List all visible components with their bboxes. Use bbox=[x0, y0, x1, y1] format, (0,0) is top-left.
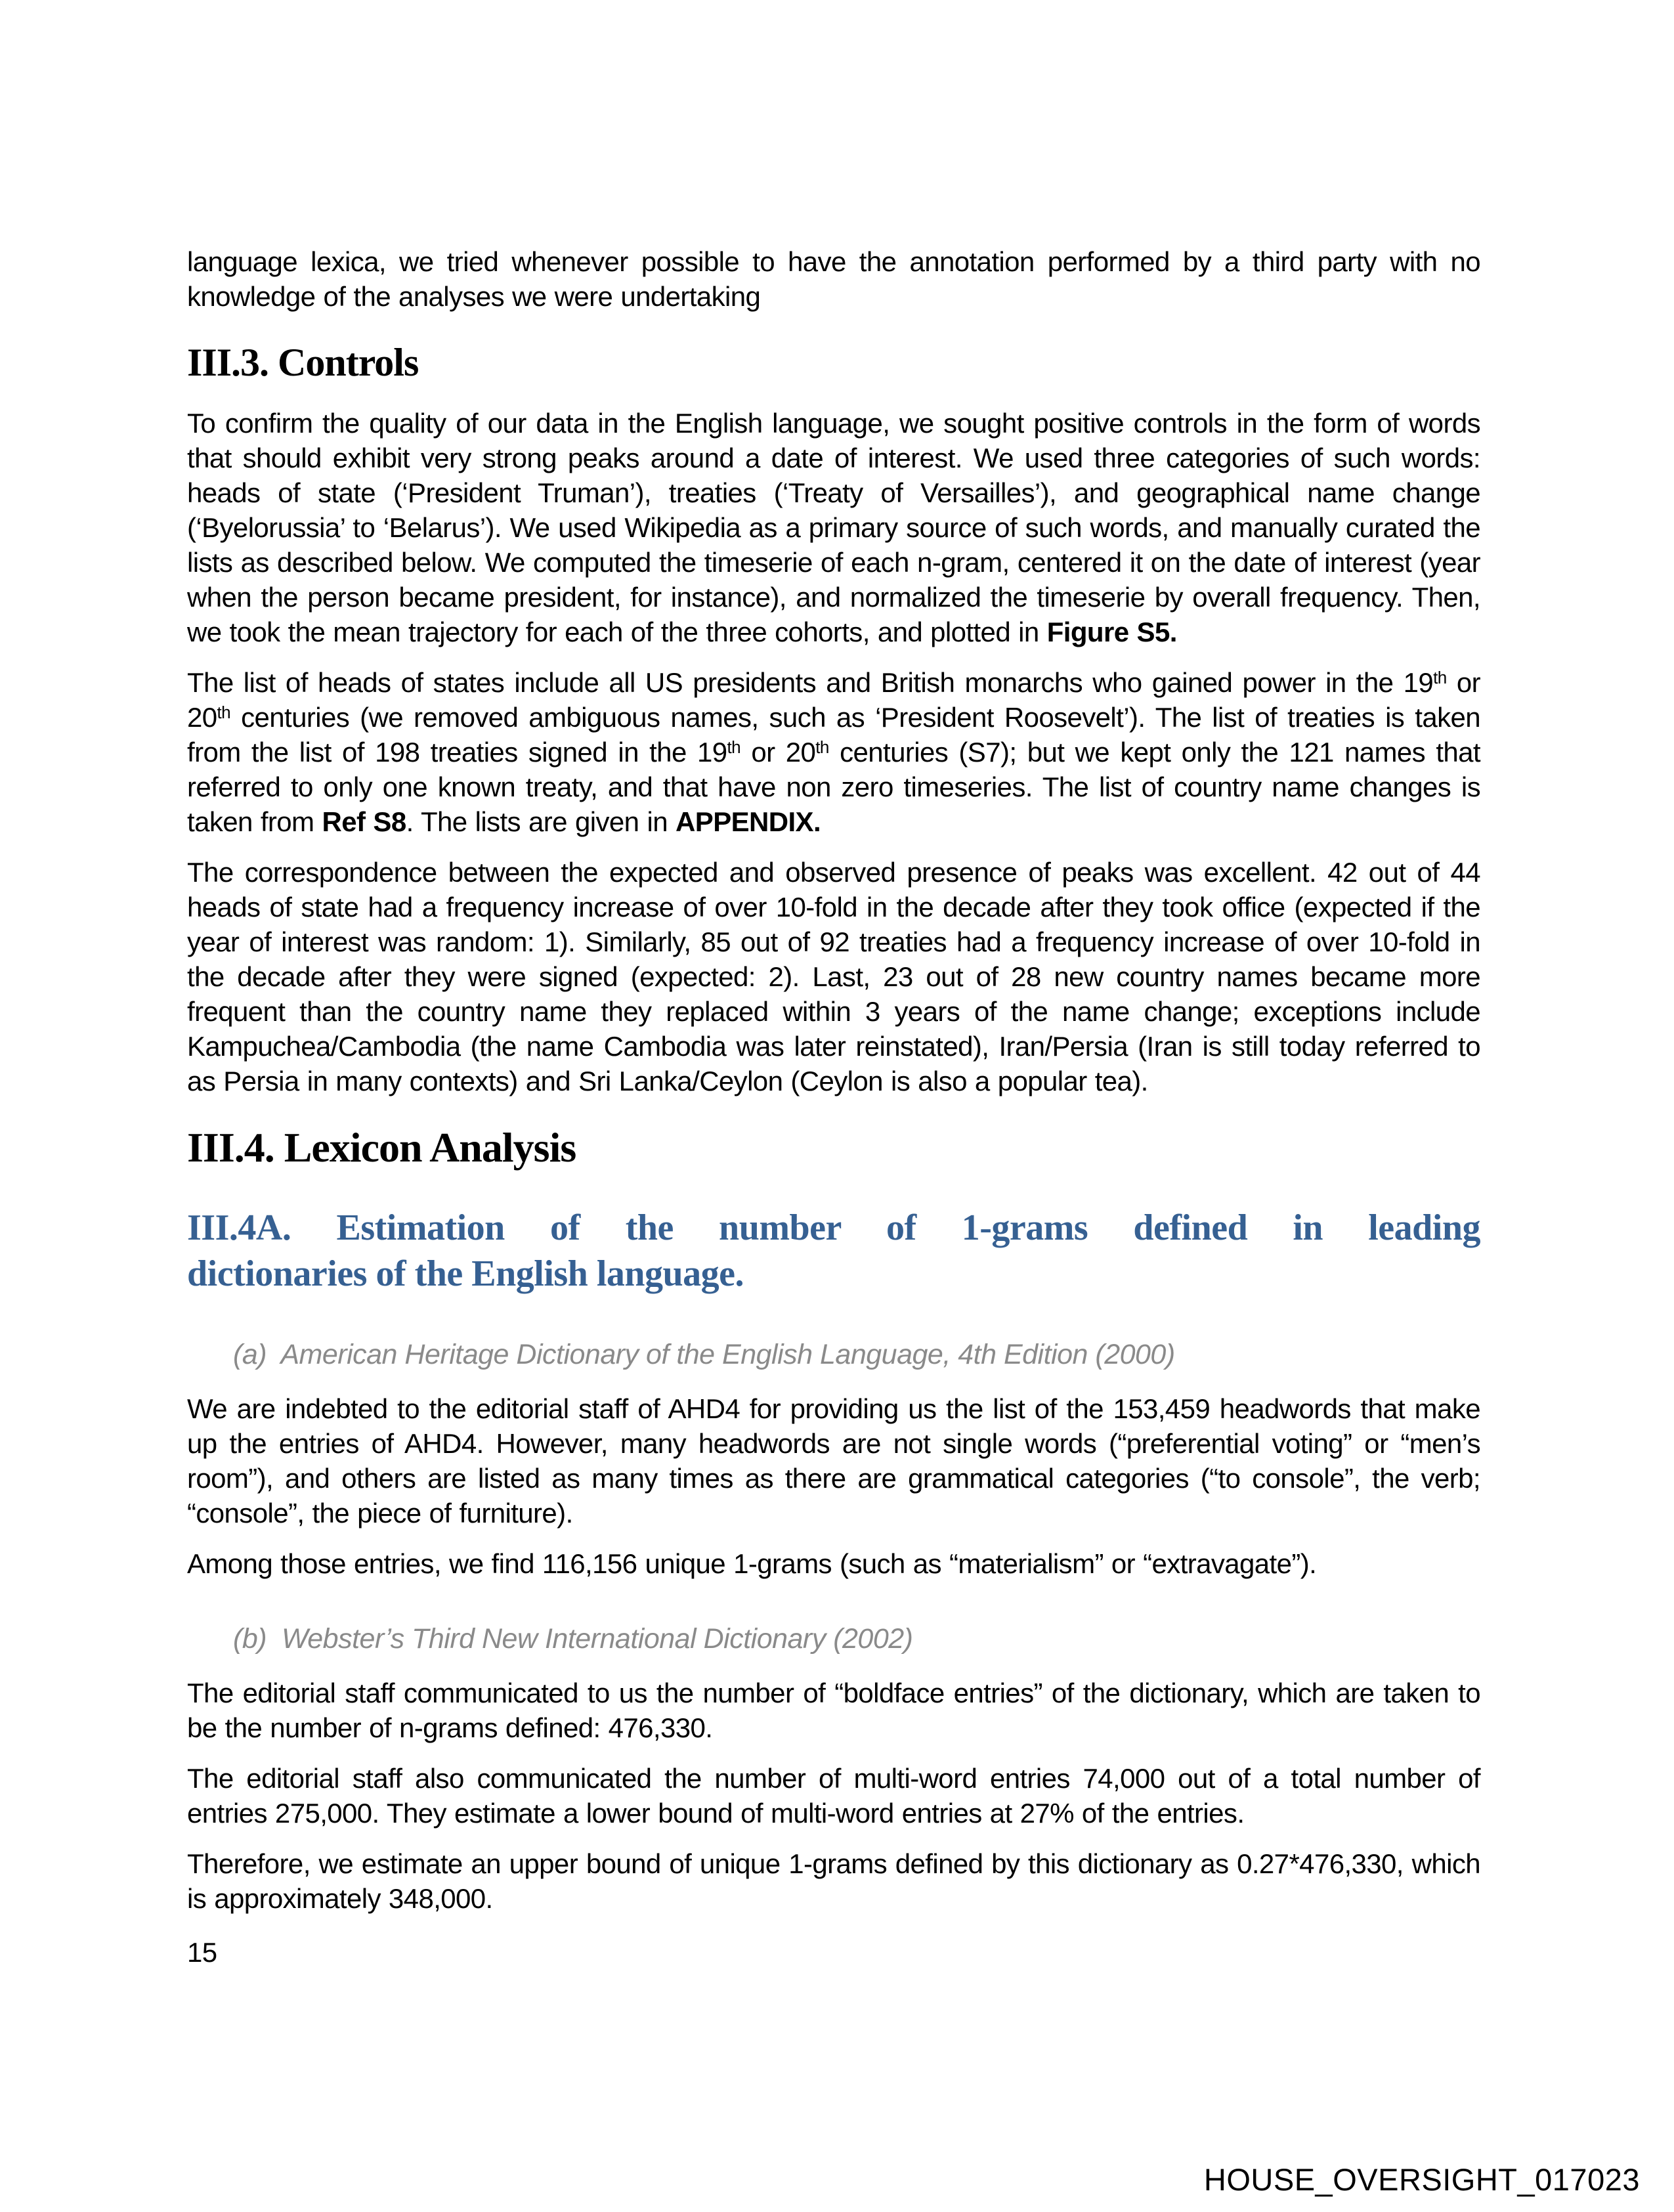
bates-stamp: HOUSE_OVERSIGHT_017023 bbox=[1203, 2162, 1640, 2197]
subhead-webster: (b) Webster’s Third New International Dictionary (2002) bbox=[233, 1623, 913, 1655]
webster-paragraph-2: The editorial staff also communicated the number of multi-word entries 74,000 out of a total number of entries 275,000. They estimate a lower bound of multi-word entries at 27% of the entries. bbox=[187, 1763, 1480, 1829]
subsection-heading-line-2: dictionaries of the English language. bbox=[187, 1253, 744, 1294]
webster-paragraph-1: The editorial staff communicated to us the number of “boldface entries” of the dictionary, which are taken to be the number of n-grams defined: 476,330. bbox=[187, 1678, 1480, 1743]
webster-paragraph-3: Therefore, we estimate an upper bound of unique 1-grams defined by this dictionary as 0.27*476,330, which is approximately 348,000. bbox=[187, 1848, 1480, 1914]
intro-paragraph: language lexica, we tried whenever possible to have the annotation performed by a third party with no knowledge of the analyses we were undertaking bbox=[187, 246, 1480, 312]
controls-paragraph-1: To confirm the quality of our data in the English language, we sought positive controls in the form of words that should exhibit very strong peaks around a date of interest. We used three categories of such words: heads of state (‘President Truman’), treaties (‘Treaty of Versailles’), and geographical name change (‘Byelorussia’ to ‘Belarus’). We used Wikipedia as a primary source of such words, and manually curated the lists as described below. We computed the timeserie of each n-gram, centered it on the date of interest (year when the person became president, for instance), and normalized the timeserie by overall frequency. Then, we took the mean trajectory for each of the three cohorts, and plotted in Figure S5. bbox=[187, 408, 1480, 647]
subhead-ahd: (a) American Heritage Dictionary of the English Language, 4th Edition (2000) bbox=[233, 1339, 1175, 1370]
ahd-paragraph-2: Among those entries, we find 116,156 unique 1-grams (such as “materialism” or “extravagate”). bbox=[187, 1548, 1317, 1579]
section-heading-lexicon-analysis: III.4. Lexicon Analysis bbox=[187, 1124, 576, 1171]
section-heading-controls: III.3. Controls bbox=[187, 341, 419, 384]
subsection-heading-estimation bbox=[187, 1205, 1480, 1297]
page-number: 15 bbox=[187, 1937, 217, 1968]
subsection-heading-line-1: III.4A. Estimation of the number of 1-grams defined in leading bbox=[187, 1207, 1480, 1248]
controls-paragraph-3: The correspondence between the expected and observed presence of peaks was excellent. 42 out of 44 heads of state had a frequency increase of over 10-fold in the decade after they took office (expected if the year of interest was random: 1). Similarly, 85 out of 92 treaties had a frequency increase of over 10-fold in the decade after they were signed (expected: 2). Last, 23 out of 28 new country names became more frequent than the country name they replaced within 3 years of the name change; exceptions include Kampuchea/Cambodia (the name Cambodia was later reinstated), Iran/Persia (Iran is still today referred to as Persia in many contexts) and Sri Lanka/Ceylon (Ceylon is also a popular tea). bbox=[187, 857, 1480, 1096]
ahd-paragraph-1: We are indebted to the editorial staff of AHD4 for providing us the list of the 153,459 headwords that make up the entries of AHD4. However, many headwords are not single words (“preferential voting” or “men’s room”), and others are listed as many times as there are grammatical categories (“to console”, the verb; “console”, the piece of furniture). bbox=[187, 1393, 1480, 1529]
controls-paragraph-2: The list of heads of states include all US presidents and British monarchs who gained power in the 19th or 20th centuries (we removed ambiguous names, such as ‘President Roosevelt’). The list of treaties is taken from the list of 198 treaties signed in the 19th or 20th centuries (S7); but we kept only the 121 names that referred to only one known treaty, and that have non zero timeseries. The list of country name changes is taken from Ref S8. The lists are given in APPENDIX. bbox=[187, 667, 1481, 837]
